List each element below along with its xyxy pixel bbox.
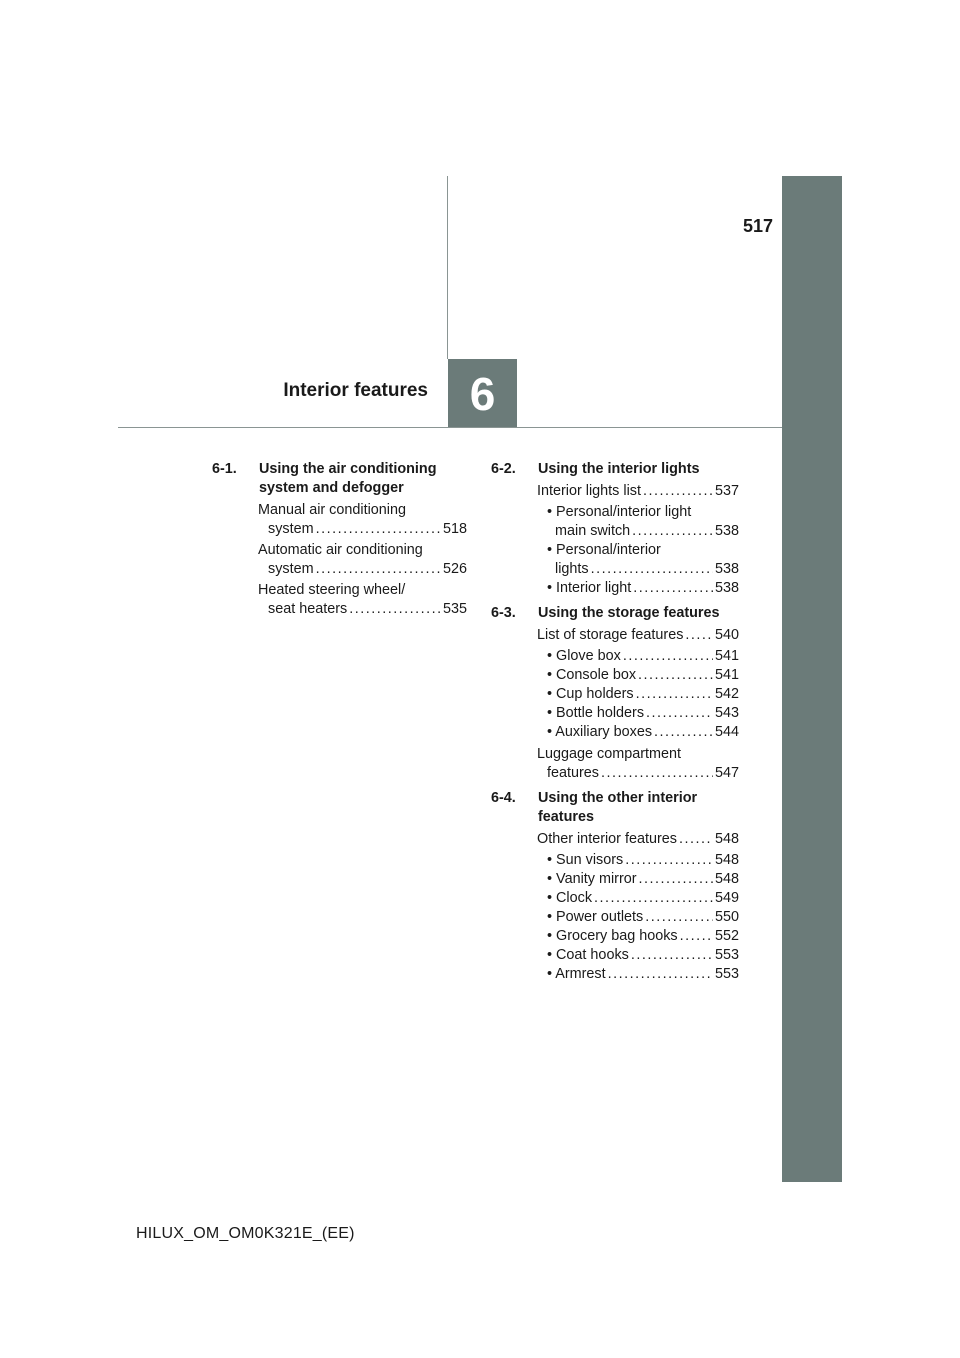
section-title-line1: Using the other interior: [538, 790, 698, 806]
section-title-line1: Using the air conditioning: [259, 461, 437, 477]
horizontal-rule: [118, 427, 782, 428]
entry-text: List of storage features: [537, 627, 684, 643]
bullet-line2: main switch: [555, 523, 631, 539]
entry-page: 552: [714, 928, 739, 944]
dot-leader: [685, 626, 713, 645]
entry-text: Other interior features: [537, 831, 677, 847]
dot-leader: [631, 946, 713, 965]
entry-line2: system: [268, 561, 314, 577]
toc-bullet-interior-light[interactable]: [547, 579, 739, 598]
toc-bullet-coat-hooks[interactable]: [547, 946, 739, 965]
dot-leader: [625, 851, 713, 870]
toc-bullet-main-switch[interactable]: [547, 503, 739, 541]
toc-bullet-glove-box[interactable]: [547, 647, 739, 666]
toc-entry-manual-ac[interactable]: [258, 501, 467, 539]
bullet-line2: lights: [555, 561, 589, 577]
entry-page: 542: [714, 686, 739, 702]
entry-page: 548: [714, 852, 739, 868]
footer-doc-code: HILUX_OM_OM0K321E_(EE): [136, 1225, 355, 1242]
toc-bullet-auxiliary-boxes[interactable]: [547, 723, 739, 742]
toc-entry-other-interior[interactable]: [537, 830, 739, 849]
entry-page: 553: [714, 966, 739, 982]
toc-section-6-2[interactable]: [491, 460, 739, 479]
toc-bullet-console-box[interactable]: [547, 666, 739, 685]
chapter-side-tab: [782, 176, 842, 1182]
bullet-text: • Sun visors: [547, 852, 624, 868]
entry-page: 548: [714, 871, 739, 887]
page-number: 517: [742, 216, 773, 236]
section-title-line2: features: [538, 809, 594, 825]
dot-leader: [643, 482, 713, 501]
dot-leader: [594, 889, 713, 908]
entry-page: 547: [714, 765, 739, 781]
bullet-text: • Glove box: [547, 648, 621, 664]
dot-leader: [633, 579, 713, 598]
toc-entry-luggage-compartment[interactable]: [537, 745, 739, 783]
section-title: Using the interior lights: [538, 461, 700, 477]
entry-page: 518: [442, 521, 467, 537]
dot-leader: [591, 560, 713, 579]
entry-page: 540: [714, 627, 739, 643]
bullet-text: • Cup holders: [547, 686, 634, 702]
entry-page: 538: [714, 580, 739, 596]
dot-leader: [638, 666, 713, 685]
entry-page: 538: [714, 523, 739, 539]
entry-line2: seat heaters: [268, 601, 348, 617]
entry-line2: system: [268, 521, 314, 537]
section-number: 6-1.: [212, 461, 237, 477]
dot-leader: [679, 830, 713, 849]
dot-leader: [646, 704, 713, 723]
entry-page: 550: [714, 909, 739, 925]
entry-page: 543: [714, 705, 739, 721]
bullet-text: • Console box: [547, 667, 637, 683]
bullet-text: • Armrest: [547, 966, 606, 982]
toc-section-6-3[interactable]: [491, 604, 739, 623]
dot-leader: [608, 965, 713, 984]
toc-section-6-1[interactable]: [212, 460, 467, 498]
toc-bullet-personal-lights[interactable]: [547, 541, 739, 579]
toc-bullet-armrest[interactable]: [547, 965, 739, 984]
entry-page: 537: [714, 483, 739, 499]
bullet-line1: • Personal/interior: [547, 542, 661, 558]
entry-text: Interior lights list: [537, 483, 641, 499]
dot-leader: [601, 764, 713, 783]
toc-left-column: [212, 460, 467, 621]
chapter-number-box: 6: [448, 359, 517, 427]
dot-leader: [623, 647, 713, 666]
bullet-text: • Vanity mirror: [547, 871, 637, 887]
entry-page: 549: [714, 890, 739, 906]
dot-leader: [645, 908, 713, 927]
toc-bullet-vanity-mirror[interactable]: [547, 870, 739, 889]
bullet-text: • Clock: [547, 890, 593, 906]
entry-page: 535: [442, 601, 467, 617]
entry-page: 541: [714, 667, 739, 683]
dot-leader: [680, 927, 713, 946]
chapter-title: Interior features: [283, 380, 428, 401]
vertical-rule: [447, 176, 448, 359]
toc-bullet-clock[interactable]: [547, 889, 739, 908]
toc-bullet-power-outlets[interactable]: [547, 908, 739, 927]
bullet-line1: • Personal/interior light: [547, 504, 692, 520]
entry-page: 526: [442, 561, 467, 577]
dot-leader: [632, 522, 713, 541]
toc-right-column: [491, 460, 739, 984]
bullet-text: • Bottle holders: [547, 705, 645, 721]
section-title-line2: system and defogger: [259, 480, 404, 496]
toc-bullet-grocery-bag-hooks[interactable]: [547, 927, 739, 946]
toc-bullet-bottle-holders[interactable]: [547, 704, 739, 723]
dot-leader: [349, 600, 441, 619]
toc-entry-heated-steering[interactable]: [258, 581, 467, 619]
entry-line1: Manual air conditioning: [258, 502, 406, 518]
toc-bullet-sun-visors[interactable]: [547, 851, 739, 870]
dot-leader: [316, 520, 441, 539]
entry-line2: features: [547, 765, 599, 781]
section-title: Using the storage features: [538, 605, 720, 621]
section-number: 6-2.: [491, 461, 516, 477]
toc-entry-storage-list[interactable]: [537, 626, 739, 645]
toc-entry-interior-lights-list[interactable]: [537, 482, 739, 501]
bullet-text: • Power outlets: [547, 909, 644, 925]
bullet-text: • Grocery bag hooks: [547, 928, 678, 944]
entry-page: 544: [714, 724, 739, 740]
entry-page: 548: [714, 831, 739, 847]
toc-bullet-cup-holders[interactable]: [547, 685, 739, 704]
toc-entry-automatic-ac[interactable]: [258, 541, 467, 579]
section-number: 6-4.: [491, 790, 516, 806]
dot-leader: [636, 685, 713, 704]
toc-section-6-4[interactable]: [491, 789, 739, 827]
entry-page: 541: [714, 648, 739, 664]
dot-leader: [316, 560, 441, 579]
entry-line1: Luggage compartment: [537, 746, 681, 762]
dot-leader: [639, 870, 713, 889]
section-number: 6-3.: [491, 605, 516, 621]
entry-page: 553: [714, 947, 739, 963]
bullet-text: • Auxiliary boxes: [547, 724, 653, 740]
entry-page: 538: [714, 561, 739, 577]
bullet-text: • Interior light: [547, 580, 632, 596]
entry-line1: Heated steering wheel/: [258, 582, 406, 598]
entry-line1: Automatic air conditioning: [258, 542, 423, 558]
dot-leader: [654, 723, 713, 742]
bullet-text: • Coat hooks: [547, 947, 629, 963]
